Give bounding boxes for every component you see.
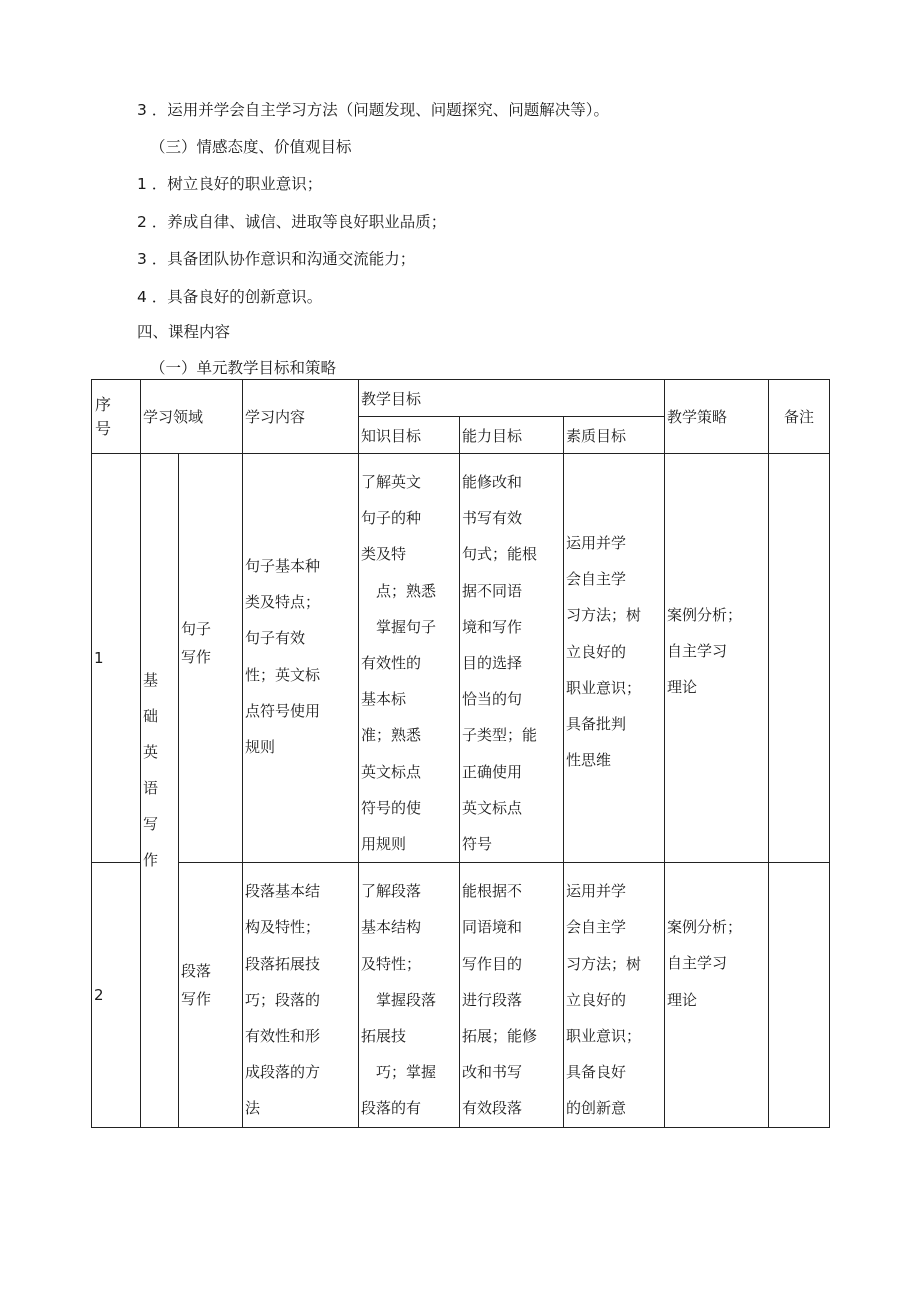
table-header-row: [92, 380, 830, 417]
strategy-cell: 案例分析； 自主学习 理论: [665, 863, 769, 1127]
knowledge-cell: 了解段落 基本结构 及特性； 掌握段落 拓展技 巧；掌握 段落的有: [359, 863, 460, 1127]
paragraph: 3 ．具备团队协作意识和沟通交流能力；: [137, 250, 416, 268]
subdomain-cell: 句子 写作: [179, 454, 243, 863]
header-ability: 能力目标: [460, 417, 564, 454]
section-heading: （一）单元教学目标和策略: [150, 359, 337, 377]
remark-cell: [769, 454, 830, 863]
row-seq: 1: [92, 454, 141, 863]
header-domain: 学习领域: [141, 380, 243, 454]
subdomain-cell: 段落 写作: [179, 863, 243, 1127]
paragraph: 2 ．养成自律、诚信、进取等良好职业品质；: [137, 213, 447, 231]
content-cell: 段落基本结 构及特性； 段落拓展技 巧；段落的 有效性和形 成段落的方 法: [243, 863, 359, 1127]
remark-cell: [769, 863, 830, 1127]
strategy-cell: 案例分析； 自主学习 理论: [665, 454, 769, 863]
unit-goals-table: [91, 379, 830, 1128]
header-remark: 备注: [769, 380, 830, 454]
header-seq: 序 号: [92, 380, 141, 454]
content-cell: 句子基本种 类及特点； 句子有效 性；英文标 点符号使用 规则: [243, 454, 359, 863]
header-quality: 素质目标: [564, 417, 665, 454]
header-knowledge: 知识目标: [359, 417, 460, 454]
table-row: [92, 863, 830, 1127]
header-strategy: 教学策略: [665, 380, 769, 454]
quality-cell: 运用并学 会自主学 习方法；树 立良好的 职业意识； 具备良好 的创新意: [564, 863, 665, 1127]
ability-cell: 能根据不 同语境和 写作目的 进行段落 拓展；能修 改和书写 有效段落: [460, 863, 564, 1127]
section-heading: （三）情感态度、价值观目标: [150, 138, 352, 156]
paragraph: 1 ．树立良好的职业意识；: [137, 175, 323, 193]
paragraph: 3 ．运用并学会自主学习方法（问题发现、问题探究、问题解决等）。: [137, 101, 610, 119]
header-goals: 教学目标: [359, 380, 665, 417]
table-row: [92, 454, 830, 863]
chapter-heading: 四、课程内容: [137, 323, 231, 341]
quality-cell: 运用并学 会自主学 习方法；树 立良好的 职业意识； 具备批判 性思维: [564, 454, 665, 863]
header-content: 学习内容: [243, 380, 359, 454]
row-seq: 2: [92, 863, 141, 1127]
knowledge-cell: 了解英文 句子的种 类及特 点；熟悉 掌握句子 有效性的 基本标 准；熟悉 英文标点 符号的使 用规则: [359, 454, 460, 863]
paragraph: 4 ．具备良好的创新意识。: [137, 288, 323, 306]
domain-cell: 基 础 英 语 写 作: [141, 454, 179, 1128]
ability-cell: 能修改和 书写有效 句式；能根 据不同语 境和写作 目的选择 恰当的句 子类型；能 正确使用 英文标点 符号: [460, 454, 564, 863]
